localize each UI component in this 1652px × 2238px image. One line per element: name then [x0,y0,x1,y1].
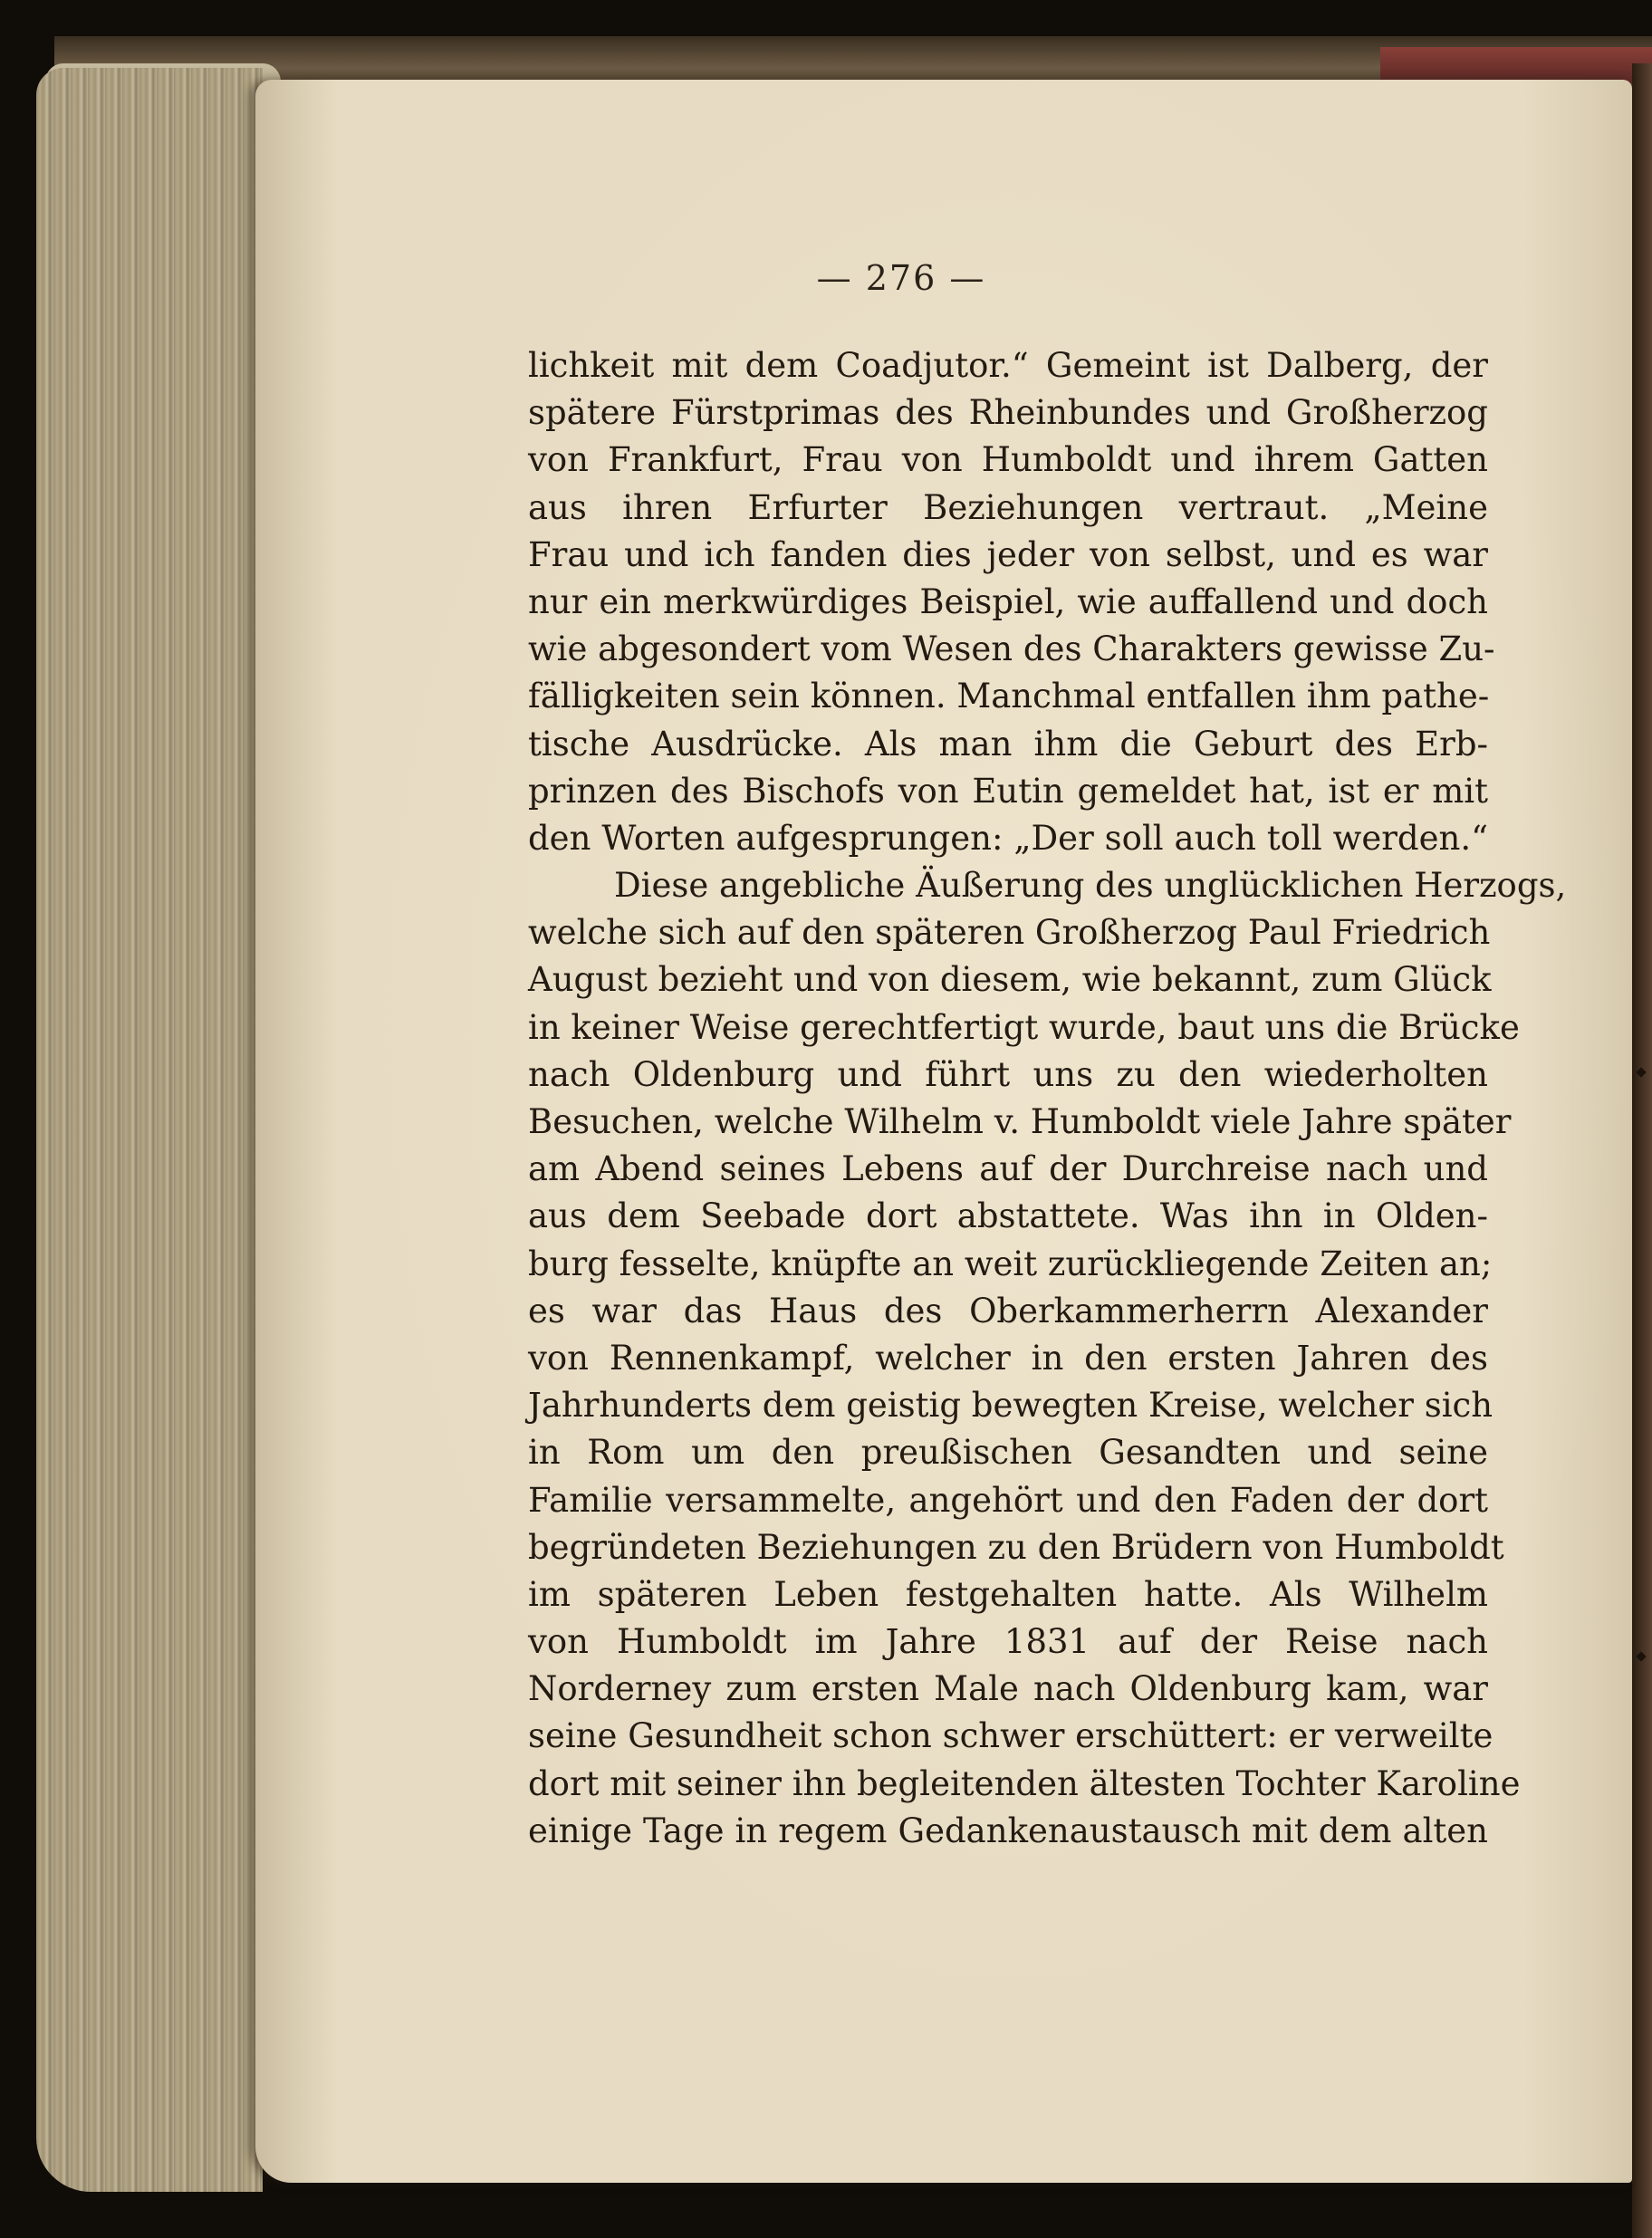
text-line: Familie versammelte, angehört und den Faden der dort [528,1480,1488,1520]
text-line: Norderney zum ersten Male nach Oldenburg kam, war [528,1669,1488,1709]
text-line: nur ein merkwürdiges Beispiel, wie auffallend und doch [528,581,1488,621]
text-line: dort mit seiner ihn begleitenden ältesten Tochter Karoline [528,1763,1521,1803]
page-number: — 276 — [816,258,986,298]
text-line: seine Gesundheit schon schwer erschüttert: er verweilte [528,1716,1494,1756]
text-line: im späteren Leben festgehalten hatte. Als Wilhelm [528,1574,1488,1614]
text-line: von Rennenkampf, welcher in den ersten Jahren des [528,1338,1488,1378]
text-line: burg fesselte, knüpfte an weit zurückliegende Zeiten an; [528,1244,1493,1283]
text-line: wie abgesondert vom Wesen des Charakters gewisse Zu- [528,629,1495,669]
text-line: aus dem Seebade dort abstattete. Was ihn in Olden- [528,1196,1488,1236]
text-line: prinzen des Bischofs von Eutin gemeldet hat, ist er mit [528,771,1488,811]
text-line: Jahrhunderts dem geistig bewegten Kreise, welcher sich [528,1386,1494,1426]
text-line: es war das Haus des Oberkammerherrn Alexander [528,1291,1488,1330]
text-line: fälligkeiten sein können. Manchmal entfallen ihm pathe- [528,677,1490,716]
text-line: von Humboldt im Jahre 1831 auf der Reise nach [528,1622,1488,1662]
book-cover-red-cloth [1380,47,1652,83]
text-line: am Abend seines Lebens auf der Durchreise nach und [528,1149,1488,1189]
text-line: in Rom um den preußischen Gesandten und seine [528,1433,1488,1473]
text-line: den Worten aufgesprungen: „Der soll auch toll werden.“ [528,818,1488,858]
text-line: einige Tage in regem Gedankenaustausch mit dem alten [528,1811,1488,1850]
text-line: spätere Fürstprimas des Rheinbundes und Großherzog [528,393,1488,433]
page-text [528,342,1567,1855]
text-line: aus ihren Erfurter Beziehungen vertraut. „Meine [528,487,1488,527]
text-line: Besuchen, welche Wilhelm v. Humboldt viele Jahre später [528,1102,1512,1141]
text-line: in keiner Weise gerechtfertigt wurde, baut uns die Brücke [528,1007,1520,1047]
text-line: welche sich auf den späteren Großherzog Paul Friedrich [528,913,1491,953]
text-line: lichkeit mit dem Coadjutor.“ Gemeint ist Dalberg, der [528,346,1488,385]
text-line: nach Oldenburg und führt uns zu den wiederholten [528,1054,1488,1094]
book-cover-right [1632,63,1652,2238]
paragraph-start-line: Diese angebliche Äußerung des unglücklichen Herzogs, [614,866,1567,906]
text-line: August bezieht und von diesem, wie bekannt, zum Glück [528,960,1492,1000]
page-edges-stack [36,68,263,2192]
text-line: begründeten Beziehungen zu den Brüdern von Humboldt [528,1527,1504,1567]
text-line: Frau und ich fanden dies jeder von selbst, und es war [528,534,1488,574]
text-line: tische Ausdrücke. Als man ihm die Geburt des Erb- [528,724,1488,764]
text-line: von Frankfurt, Frau von Humboldt und ihrem Gatten [528,440,1488,480]
